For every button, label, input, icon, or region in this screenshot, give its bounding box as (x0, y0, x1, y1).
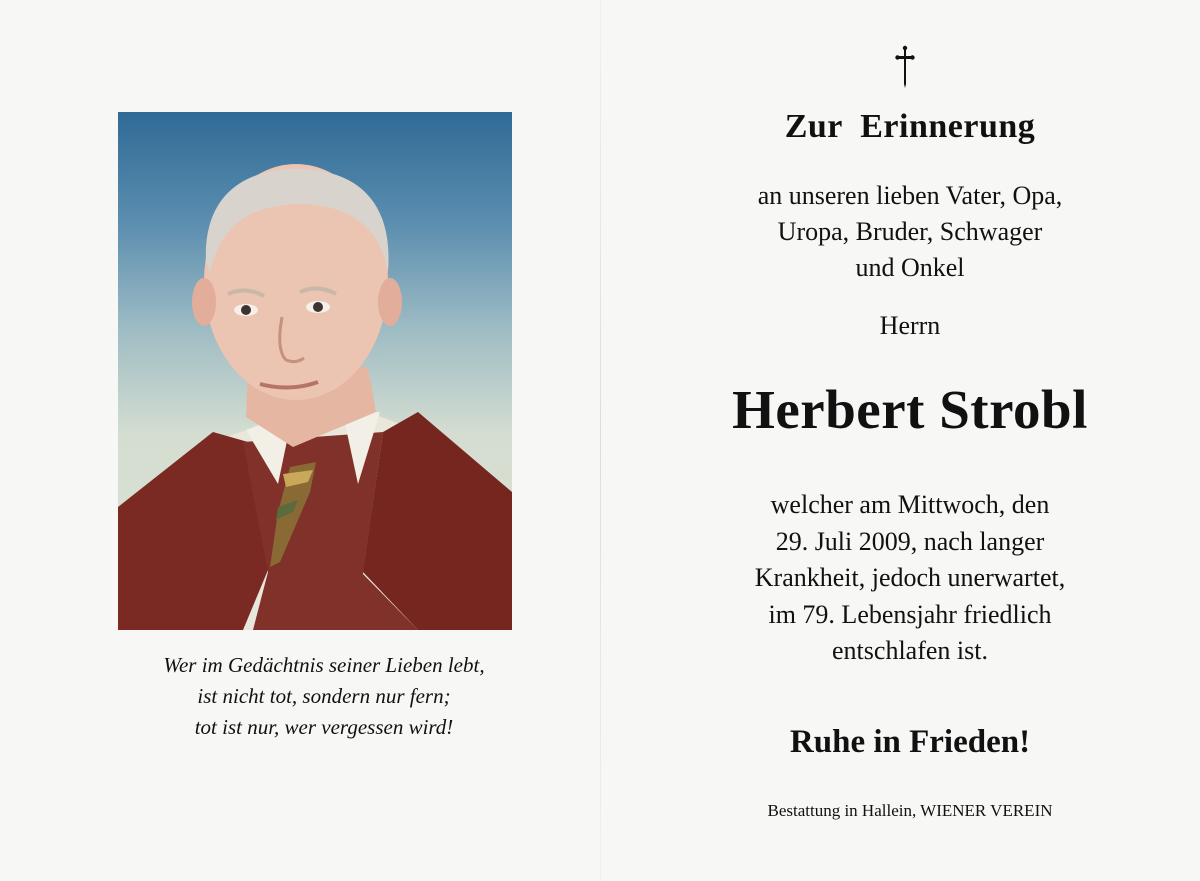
portrait-illustration (118, 112, 512, 630)
dedication-line: und Onkel (855, 253, 965, 282)
details-line: entschlafen ist. (832, 636, 988, 665)
details-line: welcher am Mittwoch, den (770, 490, 1050, 519)
cross-icon (895, 44, 915, 90)
deceased-name: Herbert Strobl (732, 379, 1088, 440)
dedication-line: Uropa, Bruder, Schwager (777, 217, 1043, 246)
closing-phrase: Ruhe in Frieden! (789, 724, 1031, 760)
quote-line: ist nicht tot, sondern nur fern; (197, 684, 451, 708)
details-line: Krankheit, jedoch unerwartet, (754, 563, 1066, 592)
dedication-line: an unseren lieben Vater, Opa, (757, 181, 1063, 210)
dedication-text (600, 178, 1200, 286)
card-title: Zur Erinnerung (784, 108, 1036, 145)
memorial-quote (0, 650, 648, 743)
quote-line: tot ist nur, wer vergessen wird! (194, 715, 454, 739)
quote-line: Wer im Gedächtnis seiner Lieben lebt, (163, 653, 485, 677)
details-line: 29. Juli 2009, nach langer (775, 526, 1045, 556)
right-panel (600, 0, 1200, 881)
undertaker-credit: Bestattung in Hallein, WIENER VEREIN (767, 801, 1053, 820)
details-line: im 79. Lebensjahr friedlich (768, 599, 1052, 629)
portrait-photo (118, 112, 512, 630)
salutation: Herrn (879, 311, 941, 340)
death-details (600, 487, 1200, 670)
